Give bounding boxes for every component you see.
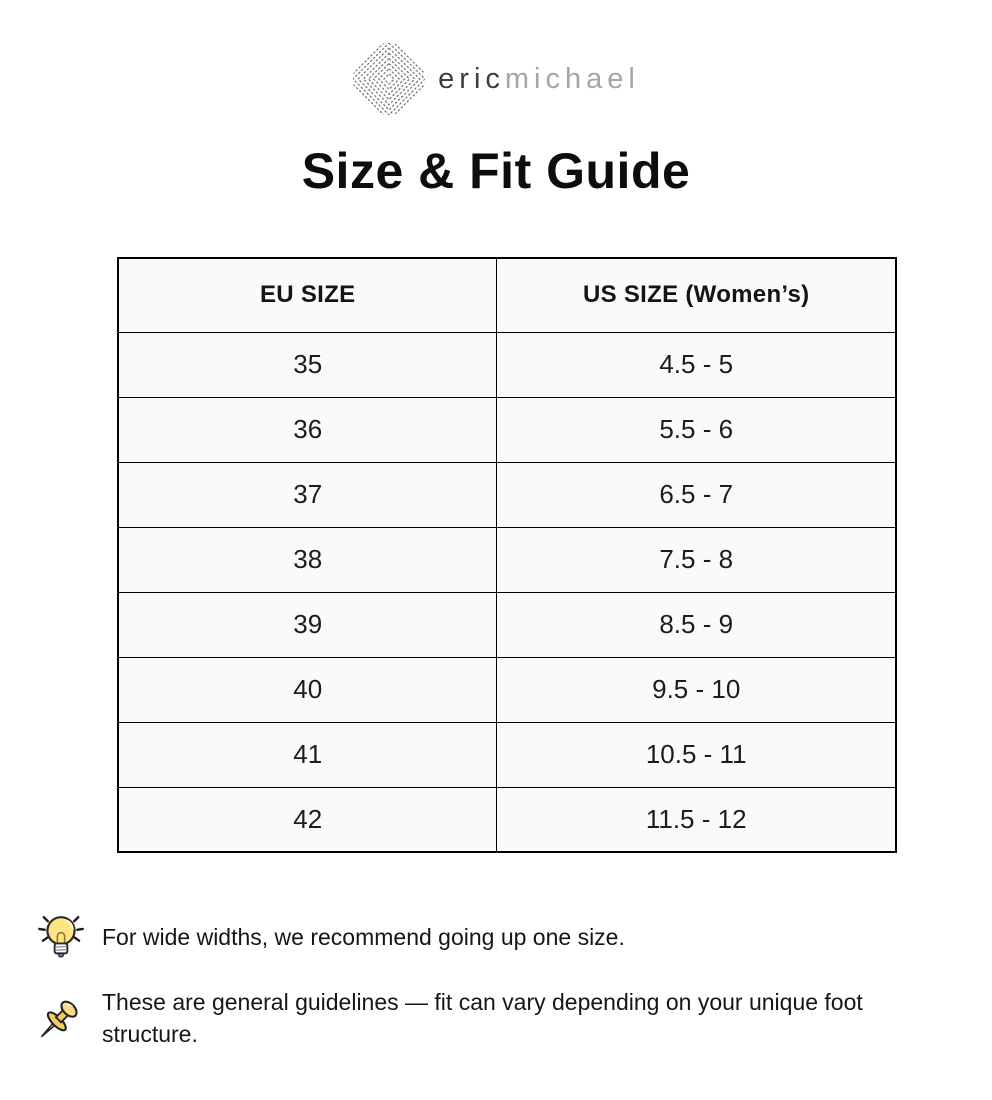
us-size-cell: 5.5 - 6 (497, 397, 896, 462)
us-size-cell: 8.5 - 9 (497, 592, 896, 657)
eu-size-cell: 38 (118, 527, 497, 592)
eu-size-cell: 41 (118, 722, 497, 787)
us-size-cell: 7.5 - 8 (497, 527, 896, 592)
eu-size-cell: 36 (118, 397, 497, 462)
eu-size-cell: 40 (118, 657, 497, 722)
table-row (118, 722, 896, 787)
brand-name-primary: eric (438, 62, 505, 95)
us-size-cell: 9.5 - 10 (497, 657, 896, 722)
tip-text: For wide widths, we recommend going up one size. (102, 924, 625, 951)
table-row (118, 332, 896, 397)
brand-name (438, 63, 640, 96)
eu-size-cell: 42 (118, 787, 497, 852)
concentric-diamonds-icon (352, 42, 426, 116)
table-row (118, 592, 896, 657)
table-row (118, 787, 896, 852)
eu-size-cell: 39 (118, 592, 497, 657)
us-size-cell: 4.5 - 5 (497, 332, 896, 397)
column-header-eu-size: EU SIZE (118, 258, 497, 332)
eu-size-cell: 35 (118, 332, 497, 397)
table-row (118, 527, 896, 592)
tip-text: These are general guidelines — fit can vary depending on your unique foot structure. (102, 989, 863, 1047)
table-row (118, 462, 896, 527)
us-size-cell: 6.5 - 7 (497, 462, 896, 527)
table-row (118, 397, 896, 462)
column-header-us-size: US SIZE (Women’s) (497, 258, 896, 332)
us-size-cell: 11.5 - 12 (497, 787, 896, 852)
table-header-row (118, 258, 896, 332)
tips-section (32, 907, 992, 1050)
pushpin-icon (32, 988, 90, 1050)
tip-general-guidelines (32, 987, 992, 1050)
size-table (117, 257, 897, 853)
us-size-cell: 10.5 - 11 (497, 722, 896, 787)
brand-logo (0, 0, 992, 116)
table-row (118, 657, 896, 722)
lightbulb-icon (32, 907, 90, 969)
tip-wide-widths (32, 907, 992, 969)
page-title: Size & Fit Guide (301, 143, 691, 199)
eu-size-cell: 37 (118, 462, 497, 527)
brand-name-secondary: michael (504, 62, 640, 95)
